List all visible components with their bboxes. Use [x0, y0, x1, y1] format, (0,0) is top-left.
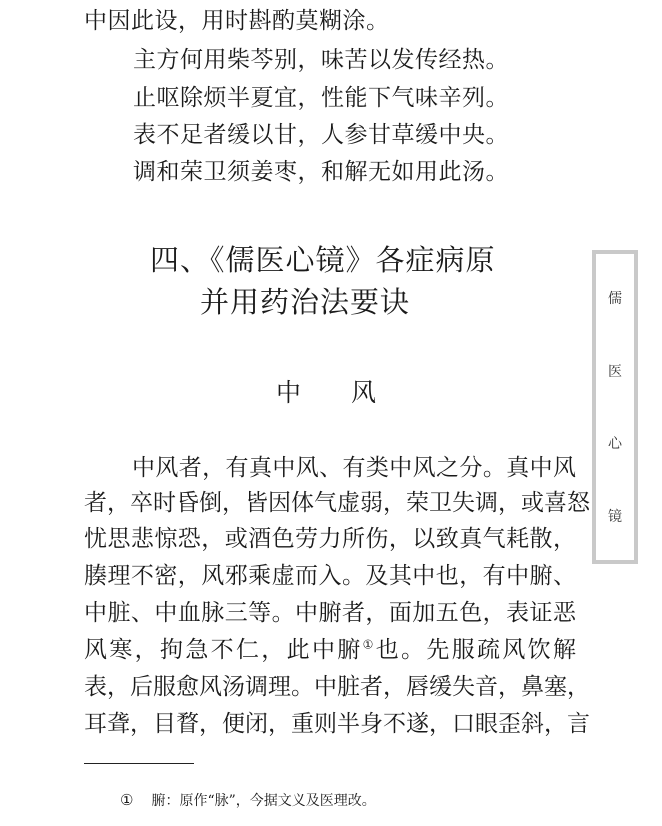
paragraph-line: 腠理不密，风邪乘虚而入。及其中也，有中腑、: [84, 563, 576, 589]
side-tab-char: 镜: [608, 508, 622, 525]
footnote-reference[interactable]: ①: [362, 637, 376, 652]
paragraph-line: 忧思悲惊恐，或酒色劳力所伤，以致真气耗散，: [84, 526, 576, 552]
verse-line: 止呕除烦半夏宜，性能下气味辛列。: [133, 85, 509, 111]
footnote-marker: ①: [120, 791, 134, 809]
paragraph-line: 表，后服愈风汤调理。中脏者，唇缓失音，鼻塞，: [84, 674, 590, 700]
paragraph-line: [84, 635, 576, 665]
verse-line: 主方何用柴芩别，味苦以发传经热。: [133, 47, 509, 73]
chapter-side-tab: [592, 250, 638, 564]
side-tab-char: 心: [608, 436, 622, 453]
footnote-divider: [84, 763, 194, 764]
side-tab-char: 医: [608, 363, 622, 380]
verse-line: 调和荣卫须姜枣，和解无如用此汤。: [133, 159, 509, 185]
verse-line: 表不足者缓以甘，人参甘草缓中央。: [133, 122, 509, 148]
paragraph-text: 风寒，拘急不仁，此中腑: [84, 637, 363, 663]
section-title-continued: 并用药治法要诀: [200, 285, 411, 319]
subsection-title: 中 风: [276, 378, 377, 407]
paragraph-line: 耳聋，目瞀，便闭，重则半身不遂，口眼歪斜，言: [84, 711, 590, 737]
footnote: [120, 790, 376, 811]
side-tab-char: 儒: [608, 291, 622, 308]
verse-line: 中因此设，用时斟酌莫糊涂。: [84, 8, 390, 34]
section-title: 四、《儒医心镜》各症病原: [150, 243, 496, 277]
paragraph-text: 也。先服疏风饮解: [375, 637, 576, 663]
paragraph-line: 中风者，有真中风、有类中风之分。真中风: [132, 455, 576, 481]
paragraph-line: 者，卒时昏倒，皆因体气虚弱，荣卫失调，或喜怒: [84, 490, 590, 516]
footnote-text: 腑：原作“脉”，今据文义及医理改。: [151, 793, 376, 809]
paragraph-line: 中脏、中血脉三等。中腑者，面加五色，表证恶: [84, 600, 576, 626]
